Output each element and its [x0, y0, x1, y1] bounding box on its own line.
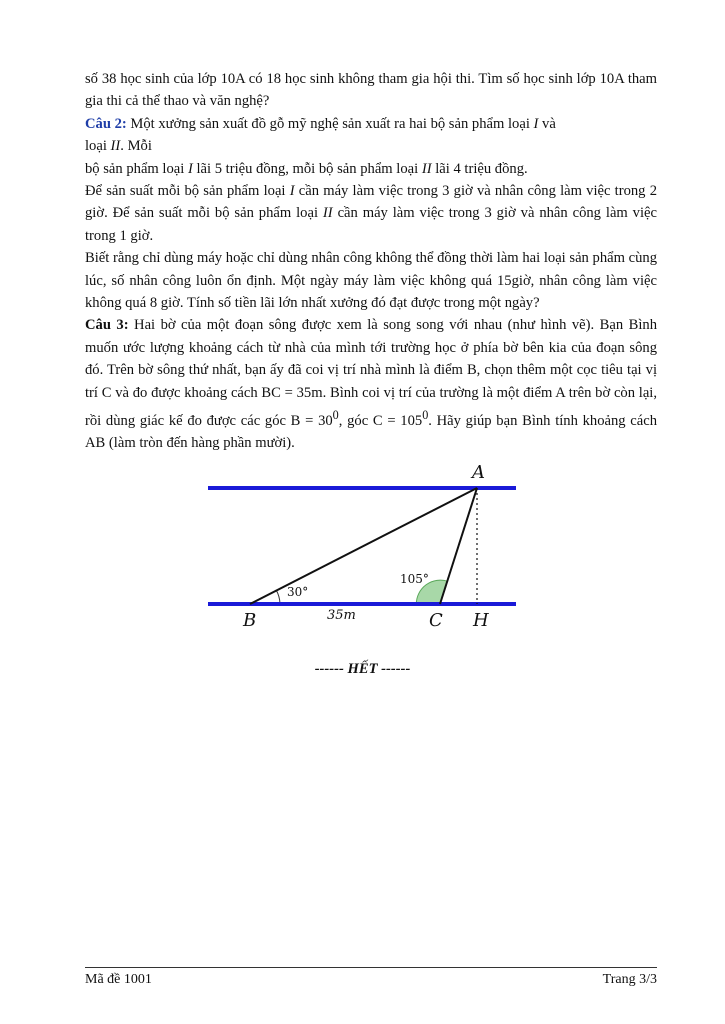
q2-constraint-text: Biết rằng chỉ dùng máy hoặc chỉ dùng nhân công không thể đồng thời làm hai loại sản phẩm cùng lúc, số nhân công luôn ổn định. Một ngày máy làm việc không quá 15giờ, nhân công làm việc không quá 8 giờ. Tính số tiền lãi lớn nhất xưởng đó đạt được trong một ngày?: [85, 250, 657, 312]
q3-label: Câu 3:: [85, 317, 129, 334]
q2-profit-type1: I: [187, 160, 193, 177]
segment-ca: [440, 488, 477, 604]
q2-profit-a: bộ sản phẩm loại: [85, 160, 188, 177]
page-content: [85, 68, 657, 455]
question-2-line2: [85, 135, 657, 157]
angle-c-label: 105°: [400, 572, 429, 586]
q2-req-type1: I: [289, 183, 295, 200]
angle-b-label: 30°: [287, 585, 309, 599]
q2-and: và: [538, 115, 556, 132]
question-2-constraint: [85, 247, 657, 314]
q3-text-b: , góc C = 105: [338, 412, 423, 429]
q3-text-c: . Hãy giúp bạn Bình tính khoảng cách AB (làm tròn đến hàng phần mười).: [85, 412, 658, 452]
angle-b-arc: [276, 590, 280, 604]
q3-text-a: Hai bờ của một đoạn sông được xem là song song với nhau (như hình vẽ). Bạn Bình muốn ước lượng khoảng cách từ nhà của mình tới trường học ở phía bờ bên kia của đoạn sông đó. Trên bờ sông thứ nhất, bạn ấy đã coi vị trí nhà mình là điểm B, chọn thêm một cọc tiêu tại vị trí C và đo được khoảng cách BC = 35m. Bình coi vị trí của trường là một điểm A trên bờ còn lại, rồi dùng giác kế đo được các góc B = 30: [85, 317, 657, 429]
end-mark: ------ HẾT ------: [314, 661, 411, 677]
exam-code: Mã đề 1001: [85, 972, 152, 987]
q2-req-type2: II: [322, 205, 333, 222]
label-a: A: [472, 462, 485, 483]
q2-req-a: Để sản suất mỗi bộ sản phẩm loại: [85, 183, 290, 200]
q2-label: Câu 2:: [85, 115, 127, 132]
q2-req-b: cần máy làm việc trong 3 giờ và nhân công làm việc trong 2 giờ. Để sản suất mỗi bộ sản phẩm loại: [85, 183, 657, 222]
q2-req-c: cần máy làm việc trong 3 giờ và nhân công làm việc trong 1 giờ.: [85, 205, 657, 244]
length-bc-label: 35m: [327, 608, 356, 623]
label-b: B: [243, 610, 257, 631]
page-number: Trang 3/3: [602, 972, 657, 987]
question-2-requirements: [85, 180, 657, 247]
question-2-header: [85, 113, 657, 135]
q2-line2-prefix: loại: [85, 138, 111, 155]
q2-profit-type2: II: [421, 160, 432, 177]
label-h: H: [473, 610, 489, 631]
q3-deg-c: 0: [422, 408, 429, 423]
question-1-tail: [85, 68, 657, 113]
river-triangle-figure: [200, 455, 530, 645]
question-2-profit: [85, 158, 657, 180]
q1-text: số 38 học sinh của lớp 10A có 18 học sinh không tham gia hội thi. Tìm số học sinh lớp 10A tham gia thi cả thể thao và văn nghệ?: [85, 71, 657, 110]
label-c: C: [429, 610, 443, 631]
footer-divider: [85, 967, 657, 968]
q2-profit-c: lãi 4 triệu đồng.: [431, 160, 528, 177]
question-3: [85, 314, 657, 454]
q3-deg-b: 0: [332, 408, 339, 423]
q2-type2: II: [110, 138, 121, 155]
q2-profit-b: lãi 5 triệu đồng, mỗi bộ sản phẩm loại: [192, 160, 422, 177]
q2-intro: Một xưởng sản xuất đồ gỗ mỹ nghệ sản xuất ra hai bộ sản phẩm loại: [126, 115, 534, 132]
q2-line2-suffix: . Mỗi: [120, 138, 152, 155]
q2-type1: I: [533, 115, 539, 132]
